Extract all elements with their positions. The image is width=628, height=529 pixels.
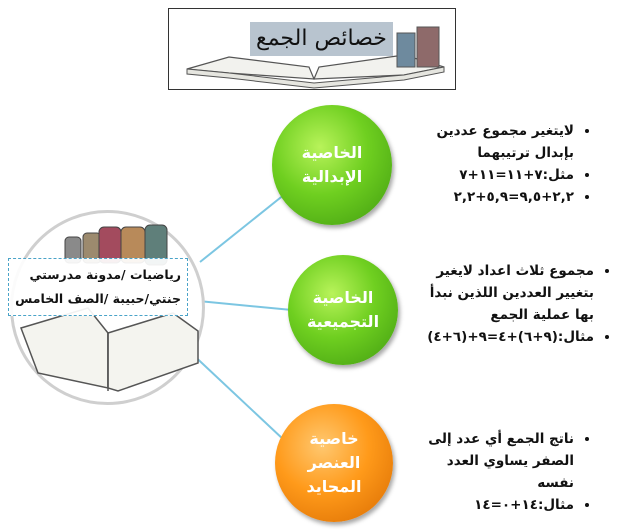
property-name-line: الخاصية [301, 143, 363, 162]
bullet-item: • مثل:٧+١١=١١+٧ [410, 164, 574, 186]
bullet-item: • مجموع ثلاث اعداد لايغير بتغيير العددين اللذين نبدأ بها عملية الجمع [410, 260, 594, 326]
property-name-line: المحايد [306, 477, 362, 496]
blog-line-2: جنتي/حبيبة /الصف الخامس [15, 291, 181, 306]
identity-bullets [420, 428, 590, 516]
bullet-item: • مثال:١٤+٠=١٤ [420, 494, 574, 516]
blog-line-1: رياضيات /مدونة مدرستي [29, 267, 181, 282]
property-circle-commutative [272, 105, 392, 225]
property-name-line: العنصر [307, 453, 361, 472]
bullet-item: • لايتغير مجموع عددين بإبدال ترتيبهما [410, 120, 574, 164]
connector-line-3 [188, 350, 284, 440]
bullet-item: • مثال:(٩+٦)+٤=٩+(٦+٤) [410, 326, 594, 348]
bullet-item: • ٢,٢+٩,٥=٥,٩+٢,٢ [410, 186, 574, 208]
blog-info-box [8, 258, 188, 316]
connector-line-1 [200, 190, 290, 262]
property-name-line: الإبدالية [301, 167, 363, 186]
property-circle-associative [288, 255, 398, 365]
property-circle-identity [275, 404, 393, 522]
page-title: خصائص الجمع [250, 22, 393, 56]
property-name-line: الخاصية [312, 288, 374, 307]
bullet-item: • ناتج الجمع أي عدد إلى الصفر يساوي العدد نفسه [420, 428, 574, 494]
property-name-line: التجميعية [306, 312, 380, 331]
property-name-line: خاصية [309, 429, 359, 448]
commutative-bullets [410, 120, 590, 208]
associative-bullets [410, 260, 610, 348]
